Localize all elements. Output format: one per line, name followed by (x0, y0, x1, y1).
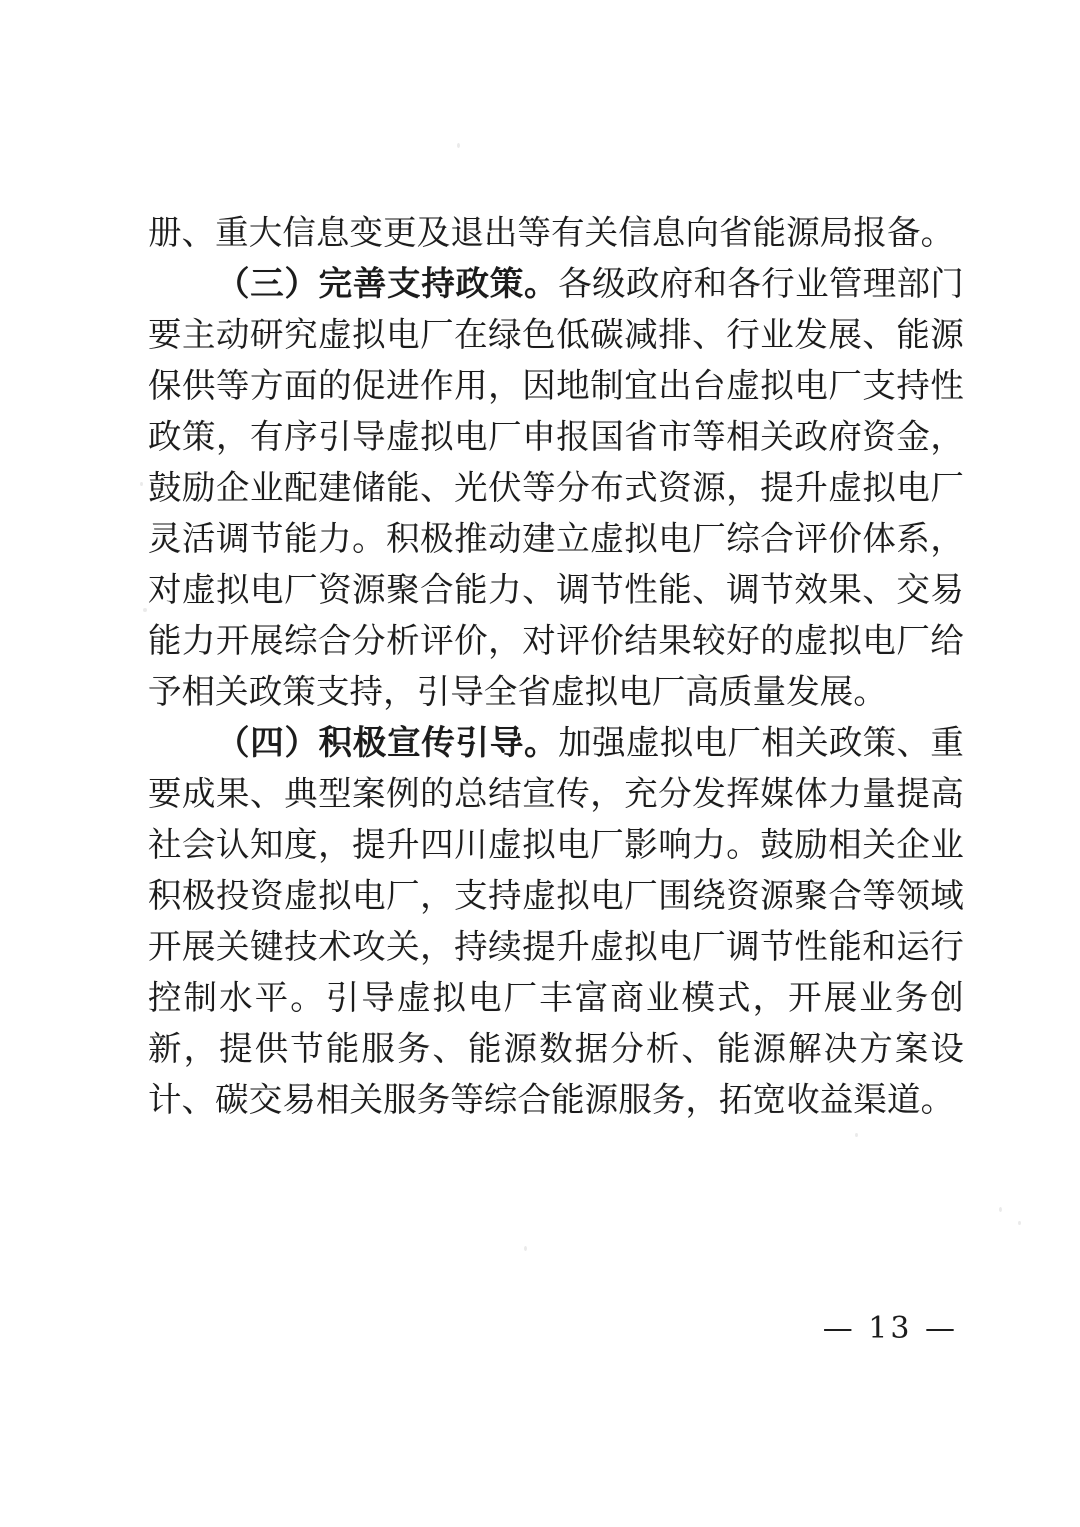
section-heading-three: （三）完善支持政策。 (216, 264, 559, 303)
scan-speckle (1018, 1221, 1021, 1225)
paragraph-section-four (148, 717, 964, 1125)
document-body (148, 207, 964, 1125)
paragraph-section-three (148, 258, 964, 717)
paragraph-continuation (148, 207, 964, 258)
scan-speckle (140, 482, 143, 486)
scan-speckle (999, 1207, 1002, 1212)
page-footer (0, 1312, 1080, 1346)
page-number: — 13 — (822, 1311, 958, 1346)
scan-speckle (524, 1246, 527, 1251)
paragraph-text: 册、重大信息变更及退出等有关信息向省能源局报备。 (148, 213, 955, 252)
scan-speckle (143, 608, 147, 612)
section-heading-four: （四）积极宣传引导。 (216, 723, 559, 762)
scan-speckle (457, 143, 460, 148)
scan-speckle (855, 1133, 858, 1137)
paragraph-text: 加强虚拟电厂相关政策、重要成果、典型案例的总结宣传，充分发挥媒体力量提高社会认知度，提升四川虚拟电厂影响力。鼓励相关企业积极投资虚拟电厂，支持虚拟电厂围绕资源聚合等领域开展关键技术攻关，持续提升虚拟电厂调节性能和运行控制水平。引导虚拟电厂丰富商业模式，开展业务创新，提供节能服务、能源数据分析、能源解决方案设计、碳交易相关服务等综合能源服务，拓宽收益渠道。 (148, 723, 965, 1119)
paragraph-text: 各级政府和各行业管理部门要主动研究虚拟电厂在绿色低碳减排、行业发展、能源保供等方面的促进作用，因地制宜出台虚拟电厂支持性政策，有序引导虚拟电厂申报国省市等相关政府资金，鼓励企业配建储能、光伏等分布式资源，提升虚拟电厂灵活调节能力。积极推动建立虚拟电厂综合评价体系，对虚拟电厂资源聚合能力、调节性能、调节效果、交易能力开展综合分析评价，对评价结果较好的虚拟电厂给予相关政策支持，引导全省虚拟电厂高质量发展。 (148, 264, 965, 711)
